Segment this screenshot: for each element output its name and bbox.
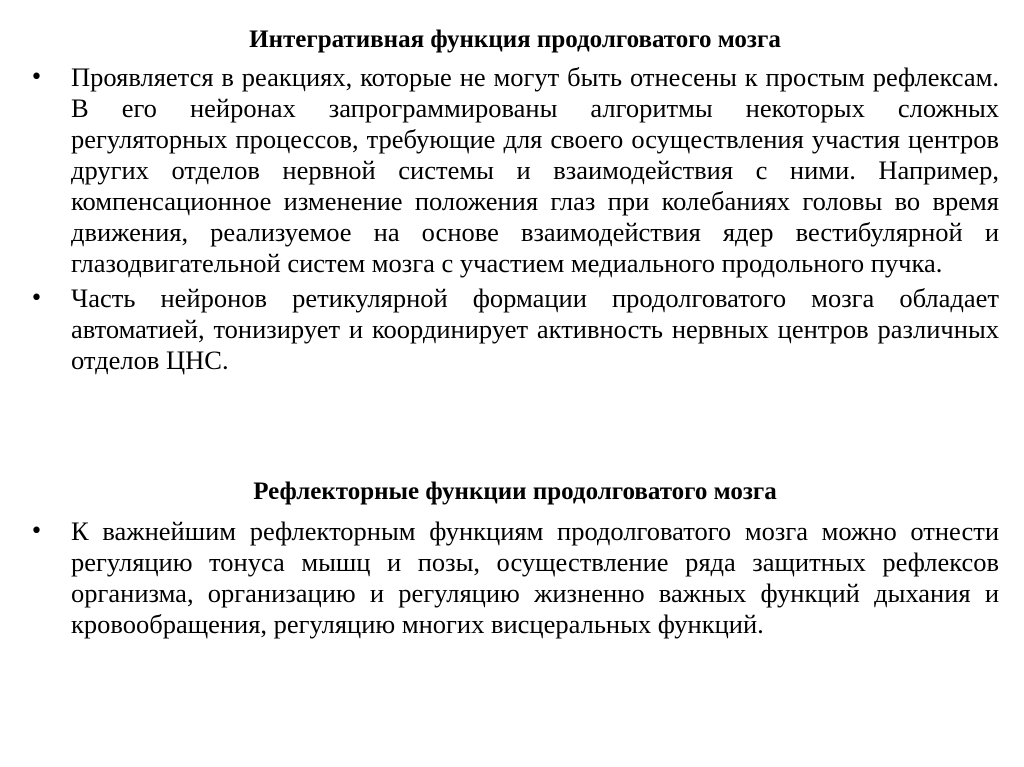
bullet-text: Часть нейронов ретикулярной формации продолговатого мозга обладает автоматией, тонизирует и координирует активность нервных центров различных отделов ЦНС.: [71, 283, 999, 375]
bullet-list-reflex: [0, 516, 1024, 644]
bullet-text: Проявляется в реакциях, которые не могут быть отнесены к простым рефлексам. В его нейронах запрограммированы алгоритмы некоторых сложных регуляторных процессов, требующие для своего осуществления участия центров других отделов нервной системы и взаимодействия с ними. Например, компенсационное изменение положения глаз при колебаниях головы во время движения, реализуемое на основе взаимодействия ядер вестибулярной и глазодвигательной систем мозга с участием медиального продольного пучка.: [71, 62, 999, 278]
bullet-icon: •: [30, 519, 43, 544]
list-item: [0, 62, 1024, 279]
bullet-list-integrative: [0, 62, 1024, 380]
list-item: [0, 516, 1024, 640]
bullet-text: К важнейшим рефлекторным функциям продолговатого мозга можно отнести регуляцию тонуса мышц и позы, осуществление ряда защитных рефлексов организма, организацию и регуляцию жизненно важных функций дыхания и кровообращения, регуляцию многих висцеральных функций.: [71, 516, 999, 639]
section-title-integrative: Интегративная функция продолговатого мозга: [249, 26, 781, 53]
bullet-icon: •: [30, 65, 43, 90]
bullet-icon: •: [30, 286, 43, 311]
section-title-reflex: Рефлекторные функции продолговатого мозга: [253, 478, 777, 505]
list-item: [0, 283, 1024, 376]
